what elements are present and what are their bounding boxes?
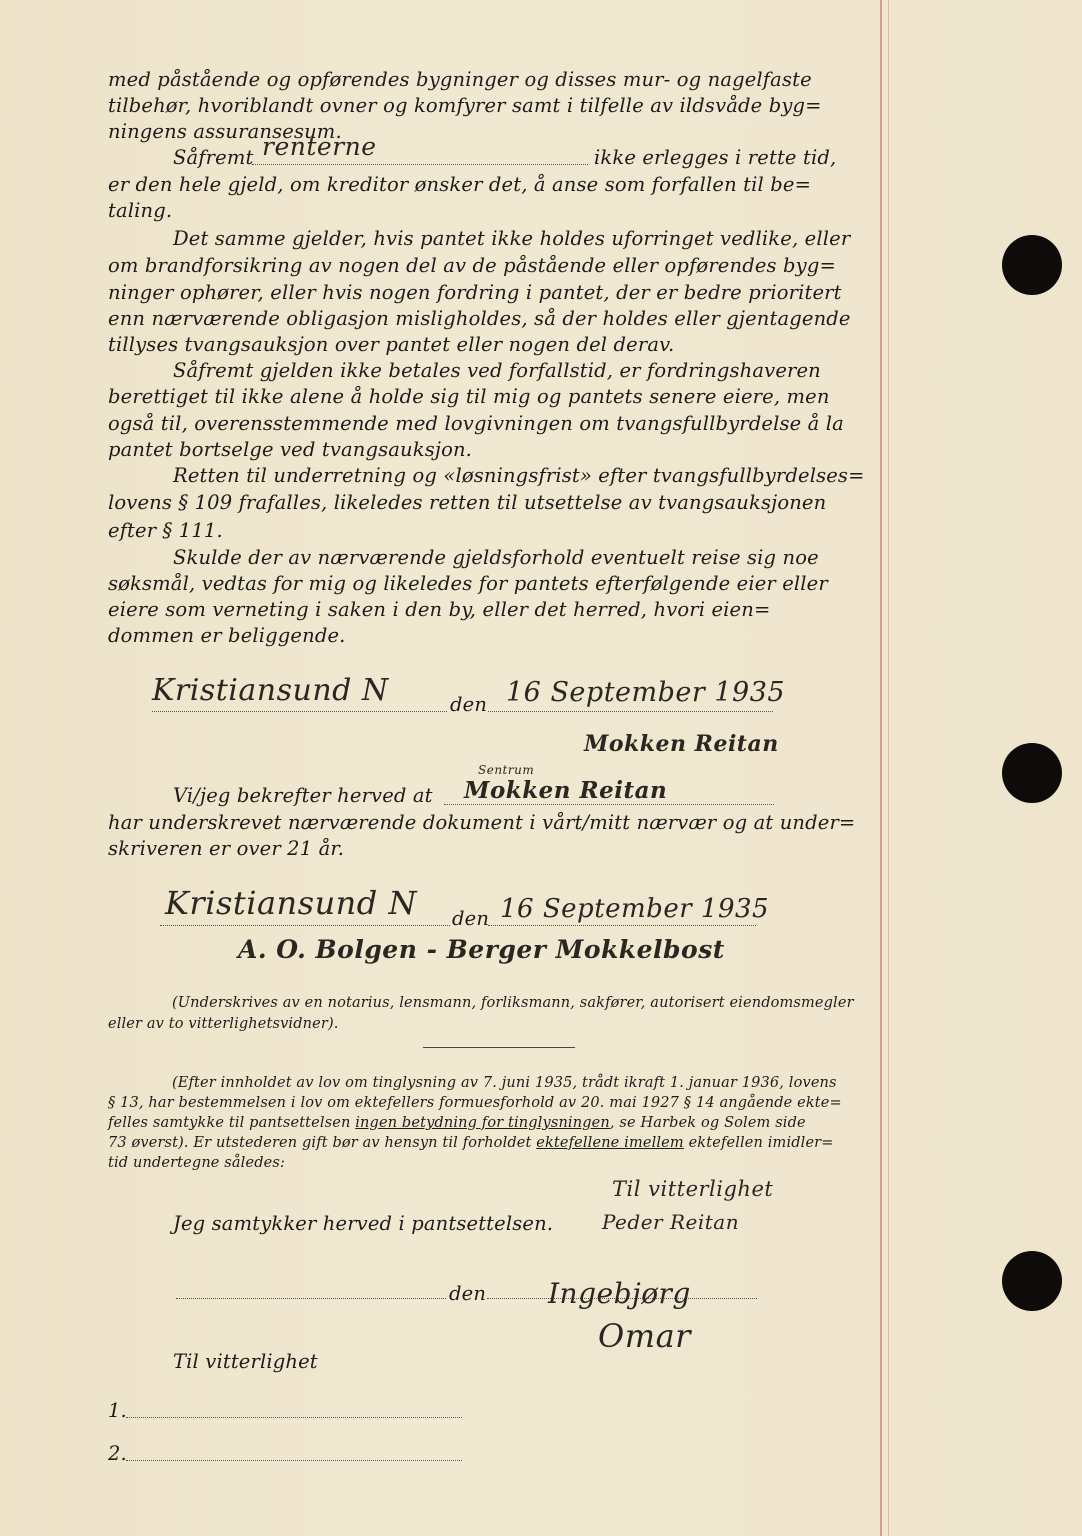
witness-1-fill-line bbox=[126, 1417, 462, 1418]
law-note-line: (Efter innholdet av lov om tinglysning av 7. juni 1935, trådt ikraft 1. januar 1936, lovens bbox=[172, 1075, 837, 1091]
consent-text: Jeg samtykker herved i pantsettelsen. bbox=[173, 1212, 554, 1235]
punch-hole-bottom bbox=[1002, 1251, 1062, 1311]
body-line: Det samme gjelder, hvis pantet ikke holdes uforringet vedlike, eller bbox=[173, 227, 851, 250]
punch-hole-top bbox=[1002, 235, 1062, 295]
body-line: pantet bortselge ved tvangsauksjon. bbox=[108, 438, 473, 461]
law-note-line: tid undertegne således: bbox=[108, 1155, 285, 1171]
witness-fill-line bbox=[444, 804, 774, 805]
handwritten-spouse-signature-1: Ingebjørg bbox=[548, 1277, 691, 1310]
place-fill-line-2 bbox=[160, 925, 450, 926]
handwritten-place-1: Kristiansund N bbox=[152, 673, 389, 708]
witness-number-2: 2. bbox=[108, 1442, 127, 1465]
witness-heading: Til vitterlighet bbox=[173, 1350, 318, 1373]
date-fill-line-1 bbox=[488, 711, 773, 712]
body-line: dommen er beliggende. bbox=[108, 624, 346, 647]
body-line: søksmål, vedtas for mig og likeledes for pantets efterfølgende eier eller bbox=[108, 572, 828, 595]
handwritten-witness-small: Sentrum bbox=[478, 763, 535, 777]
body-line: Skulde der av nærværende gjeldsforhold eventuelt reise sig noe bbox=[173, 546, 819, 569]
body-line: ningens assuransesum. bbox=[108, 120, 342, 143]
witness-2-fill-line bbox=[126, 1460, 462, 1461]
law-note-text: 73 øverst). Er utstederen gift bør av hensyn til forholdet bbox=[108, 1135, 532, 1151]
body-line: efter § 111. bbox=[108, 519, 223, 542]
den-label-3: den bbox=[449, 1282, 487, 1305]
handwritten-witness-signatures: A. O. Bolgen - Berger Mokkelbost bbox=[238, 935, 725, 964]
body-line: ikke erlegges i rette tid, bbox=[594, 146, 837, 169]
body-line: er den hele gjeld, om kreditor ønsker det, å anse som forfallen til be= bbox=[108, 173, 812, 196]
section-divider bbox=[423, 1047, 575, 1048]
handwritten-date-1: 16 September 1935 bbox=[506, 677, 786, 708]
body-line: berettiget til ikke alene å holde sig til mig og pantets senere eiere, men bbox=[108, 385, 830, 408]
handwritten-date-2: 16 September 1935 bbox=[500, 894, 770, 924]
handwritten-witness-name: Mokken Reitan bbox=[464, 777, 668, 804]
handwritten-spouse-line-1: Til vitterlighet bbox=[612, 1177, 774, 1201]
body-line: enn nærværende obligasjon misligholdes, så der holdes eller gjentagende bbox=[108, 307, 851, 330]
body-line: eiere som verneting i saken i den by, eller det herred, hvori eien= bbox=[108, 598, 771, 621]
den-label-2: den bbox=[452, 907, 490, 930]
handwritten-renter: renterne bbox=[262, 132, 377, 161]
handwritten-spouse-line-2: Peder Reitan bbox=[602, 1210, 740, 1234]
handwritten-place-2: Kristiansund N bbox=[165, 884, 417, 922]
instruction-line: eller av to vitterlighetsvidner). bbox=[108, 1016, 339, 1032]
spouse-place-fill-line bbox=[176, 1298, 446, 1299]
law-note-underlined: ingen betydning for tinglysningen bbox=[355, 1115, 610, 1131]
body-line: taling. bbox=[108, 199, 173, 222]
renter-fill-line bbox=[252, 164, 588, 165]
margin-line-inner bbox=[888, 0, 889, 1536]
body-line: tilbehør, hvoriblandt ovner og komfyrer samt i tilfelle av ildsvåde byg= bbox=[108, 94, 822, 117]
witness-number-1: 1. bbox=[108, 1399, 127, 1422]
handwritten-signature-1: Mokken Reitan bbox=[584, 731, 779, 757]
den-label-1: den bbox=[450, 693, 488, 716]
witness-line: har underskrevet nærværende dokument i vårt/mitt nærvær og at under= bbox=[108, 811, 856, 834]
witness-line: Vi/jeg bekrefter herved at bbox=[173, 784, 433, 807]
law-note-text: felles samtykke til pantsettelsen bbox=[108, 1115, 351, 1131]
law-note-text: , se Harbek og Solem side bbox=[609, 1115, 806, 1131]
body-line: Såfremt gjelden ikke betales ved forfallstid, er fordringshaveren bbox=[173, 359, 821, 382]
body-line: også til, overensstemmende med lovgivningen om tvangsfullbyrdelse å la bbox=[108, 412, 844, 435]
law-note-line: § 13, har bestemmelsen i lov om ektefellers formuesforhold av 20. mai 1927 § 14 angående ekte= bbox=[108, 1095, 842, 1111]
law-note-line bbox=[108, 1116, 806, 1131]
body-line: tillyses tvangsauksjon over pantet eller nogen del derav. bbox=[108, 333, 675, 356]
body-line: Såfremt bbox=[173, 146, 254, 169]
body-line: om brandforsikring av nogen del av de påstående eller opførendes byg= bbox=[108, 254, 836, 277]
handwritten-spouse-signature-2: Omar bbox=[598, 1317, 691, 1355]
punch-hole-middle bbox=[1002, 743, 1062, 803]
witness-line: skriveren er over 21 år. bbox=[108, 837, 345, 860]
body-line: lovens § 109 frafalles, likeledes retten til utsettelse av tvangsauksjonen bbox=[108, 491, 827, 514]
margin-line bbox=[880, 0, 882, 1536]
law-note-text: ektefellen imidler= bbox=[688, 1135, 834, 1151]
body-line: ninger ophører, eller hvis nogen fordring i pantet, der er bedre prioritert bbox=[108, 281, 842, 304]
date-fill-line-2 bbox=[488, 925, 756, 926]
law-note-line bbox=[108, 1136, 834, 1151]
body-line: med påstående og opførendes bygninger og disses mur- og nagelfaste bbox=[108, 68, 812, 91]
body-line: Retten til underretning og «løsningsfrist» efter tvangsfullbyrdelses= bbox=[173, 464, 865, 487]
instruction-line: (Underskrives av en notarius, lensmann, forliksmann, sakfører, autorisert eiendomsmegler bbox=[172, 995, 854, 1011]
place-fill-line-1 bbox=[152, 711, 447, 712]
law-note-underlined: ektefellene imellem bbox=[536, 1135, 684, 1151]
